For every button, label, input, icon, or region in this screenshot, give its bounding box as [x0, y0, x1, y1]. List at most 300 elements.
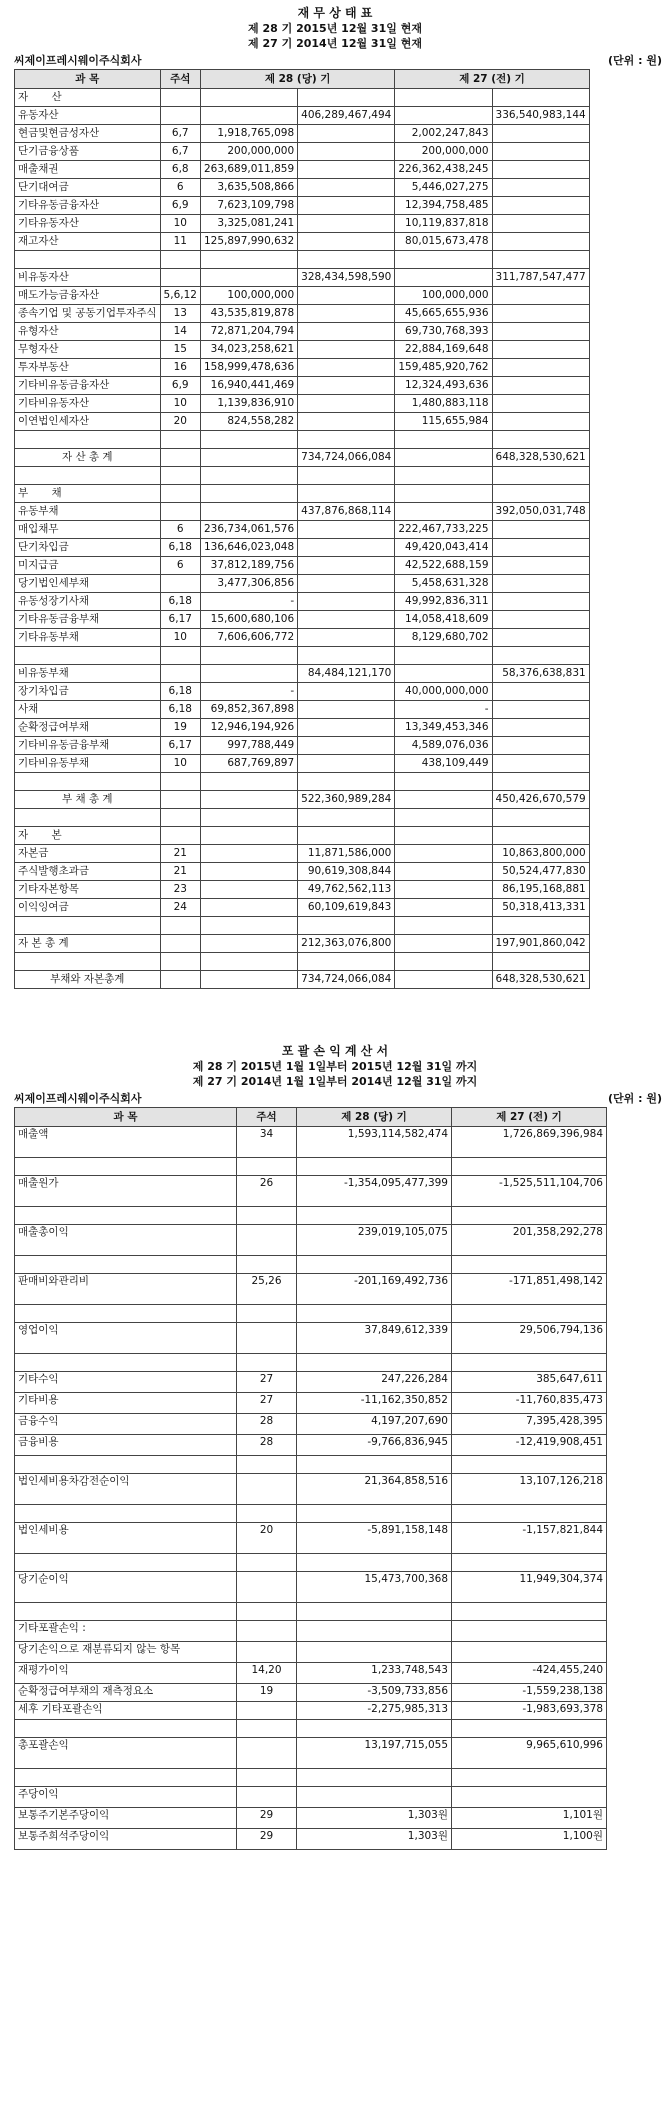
- is-header-row: [15, 1108, 607, 1127]
- current-total-amount: [298, 467, 395, 485]
- account-label: 단기금융상품: [15, 143, 161, 161]
- prior-amount: 1,726,869,396,984: [452, 1127, 607, 1158]
- table-row: [15, 683, 590, 701]
- current-total-amount: [298, 917, 395, 935]
- current-detail-amount: 100,000,000: [200, 287, 297, 305]
- table-row: [15, 701, 590, 719]
- prior-detail-amount: 14,058,418,609: [395, 611, 492, 629]
- current-detail-amount: 16,940,441,469: [200, 377, 297, 395]
- note-ref: [237, 1158, 297, 1176]
- note-ref: 21: [160, 845, 200, 863]
- current-detail-amount: [200, 485, 297, 503]
- bs-header-note: 주석: [160, 70, 200, 89]
- current-amount: [297, 1505, 452, 1523]
- current-amount: 247,226,284: [297, 1372, 452, 1393]
- note-ref: 6,18: [160, 701, 200, 719]
- table-row: [15, 467, 590, 485]
- table-row: [15, 1393, 607, 1414]
- account-label: [15, 809, 161, 827]
- current-detail-amount: [200, 881, 297, 899]
- table-row: [15, 1354, 607, 1372]
- table-row: [15, 719, 590, 737]
- account-label: 유형자산: [15, 323, 161, 341]
- prior-amount: [452, 1554, 607, 1572]
- current-detail-amount: [200, 899, 297, 917]
- prior-detail-amount: [395, 917, 492, 935]
- note-ref: 6,8: [160, 161, 200, 179]
- current-amount: [297, 1354, 452, 1372]
- prior-detail-amount: [395, 431, 492, 449]
- current-total-amount: 522,360,989,284: [298, 791, 395, 809]
- table-row: [15, 539, 590, 557]
- table-row: [15, 1738, 607, 1769]
- note-ref: 29: [237, 1829, 297, 1850]
- current-detail-amount: 69,852,367,898: [200, 701, 297, 719]
- current-total-amount: [298, 719, 395, 737]
- current-amount: [297, 1554, 452, 1572]
- note-ref: 24: [160, 899, 200, 917]
- prior-detail-amount: [395, 251, 492, 269]
- prior-detail-amount: 2,002,247,843: [395, 125, 492, 143]
- current-amount: [297, 1621, 452, 1642]
- prior-total-amount: [492, 827, 589, 845]
- account-label: 자 본 총 계: [15, 935, 161, 953]
- table-row: [15, 323, 590, 341]
- current-detail-amount: 125,897,990,632: [200, 233, 297, 251]
- note-ref: [237, 1738, 297, 1769]
- account-label: 매입채무: [15, 521, 161, 539]
- current-detail-amount: 997,788,449: [200, 737, 297, 755]
- table-row: [15, 1435, 607, 1456]
- account-label: 매출채권: [15, 161, 161, 179]
- note-ref: [160, 773, 200, 791]
- current-detail-amount: 37,812,189,756: [200, 557, 297, 575]
- prior-detail-amount: [395, 935, 492, 953]
- account-label: [15, 647, 161, 665]
- prior-detail-amount: [395, 665, 492, 683]
- prior-amount: -171,851,498,142: [452, 1274, 607, 1305]
- prior-total-amount: [492, 323, 589, 341]
- current-total-amount: 90,619,308,844: [298, 863, 395, 881]
- note-ref: [237, 1642, 297, 1663]
- current-total-amount: [298, 143, 395, 161]
- balance-sheet-table: [14, 69, 590, 989]
- note-ref: 6,17: [160, 611, 200, 629]
- prior-total-amount: [492, 485, 589, 503]
- prior-detail-amount: 100,000,000: [395, 287, 492, 305]
- account-label: 기타자본항목: [15, 881, 161, 899]
- prior-total-amount: [492, 557, 589, 575]
- current-total-amount: [298, 431, 395, 449]
- current-detail-amount: -: [200, 683, 297, 701]
- current-detail-amount: 824,558,282: [200, 413, 297, 431]
- current-total-amount: [298, 701, 395, 719]
- note-ref: [160, 503, 200, 521]
- prior-total-amount: [492, 251, 589, 269]
- current-total-amount: 60,109,619,843: [298, 899, 395, 917]
- account-label: [15, 1305, 237, 1323]
- account-label: [15, 1158, 237, 1176]
- prior-amount: 1,100원: [452, 1829, 607, 1850]
- prior-detail-amount: 12,394,758,485: [395, 197, 492, 215]
- current-total-amount: [298, 953, 395, 971]
- note-ref: [160, 575, 200, 593]
- table-row: [15, 1505, 607, 1523]
- current-detail-amount: [200, 791, 297, 809]
- prior-detail-amount: [395, 89, 492, 107]
- account-label: 이연법인세자산: [15, 413, 161, 431]
- table-row: [15, 431, 590, 449]
- table-row: [15, 809, 590, 827]
- prior-total-amount: [492, 359, 589, 377]
- table-row: [15, 665, 590, 683]
- account-label: 세후 기타포괄손익: [15, 1702, 237, 1720]
- prior-total-amount: [492, 287, 589, 305]
- prior-total-amount: [492, 917, 589, 935]
- note-ref: [160, 647, 200, 665]
- prior-amount: 29,506,794,136: [452, 1323, 607, 1354]
- prior-amount: [452, 1769, 607, 1787]
- note-ref: [237, 1225, 297, 1256]
- prior-detail-amount: 80,015,673,478: [395, 233, 492, 251]
- table-row: [15, 935, 590, 953]
- table-row: [15, 1323, 607, 1354]
- prior-detail-amount: [395, 647, 492, 665]
- note-ref: 14,20: [237, 1663, 297, 1684]
- account-label: 기타비유동자산: [15, 395, 161, 413]
- table-row: [15, 395, 590, 413]
- note-ref: 6,7: [160, 143, 200, 161]
- table-row: [15, 557, 590, 575]
- current-detail-amount: 1,918,765,098: [200, 125, 297, 143]
- account-label: 단기대여금: [15, 179, 161, 197]
- table-row: [15, 1176, 607, 1207]
- current-total-amount: [298, 125, 395, 143]
- is-header-account: 과 목: [15, 1108, 237, 1127]
- account-label: 금융비용: [15, 1435, 237, 1456]
- prior-amount: [452, 1787, 607, 1808]
- current-detail-amount: [200, 809, 297, 827]
- is-meta-row: [0, 1089, 670, 1107]
- table-row: [15, 593, 590, 611]
- note-ref: 25,26: [237, 1274, 297, 1305]
- table-row: [15, 611, 590, 629]
- prior-total-amount: [492, 161, 589, 179]
- current-total-amount: [298, 593, 395, 611]
- is-header-note: 주석: [237, 1108, 297, 1127]
- current-total-amount: 437,876,868,114: [298, 503, 395, 521]
- prior-amount: [452, 1505, 607, 1523]
- table-row: [15, 881, 590, 899]
- prior-total-amount: [492, 395, 589, 413]
- table-row: [15, 863, 590, 881]
- table-row: [15, 377, 590, 395]
- table-row: [15, 1808, 607, 1829]
- note-ref: [237, 1474, 297, 1505]
- current-detail-amount: [200, 251, 297, 269]
- prior-detail-amount: [395, 827, 492, 845]
- current-total-amount: [298, 485, 395, 503]
- current-total-amount: [298, 359, 395, 377]
- prior-total-amount: 10,863,800,000: [492, 845, 589, 863]
- note-ref: [160, 107, 200, 125]
- current-detail-amount: 687,769,897: [200, 755, 297, 773]
- account-label: [15, 773, 161, 791]
- note-ref: [237, 1505, 297, 1523]
- prior-total-amount: [492, 413, 589, 431]
- prior-amount: -11,760,835,473: [452, 1393, 607, 1414]
- current-detail-amount: [200, 107, 297, 125]
- table-row: [15, 179, 590, 197]
- account-label: 순확정급여부채: [15, 719, 161, 737]
- prior-total-amount: [492, 89, 589, 107]
- bs-body: [15, 89, 590, 989]
- note-ref: 6,18: [160, 593, 200, 611]
- current-total-amount: [298, 287, 395, 305]
- table-row: [15, 1523, 607, 1554]
- current-total-amount: [298, 755, 395, 773]
- current-total-amount: 734,724,066,084: [298, 449, 395, 467]
- prior-amount: -1,559,238,138: [452, 1684, 607, 1702]
- table-row: [15, 503, 590, 521]
- table-row: [15, 827, 590, 845]
- bs-header-account: 과 목: [15, 70, 161, 89]
- table-row: [15, 1207, 607, 1225]
- prior-detail-amount: [395, 809, 492, 827]
- prior-detail-amount: 4,589,076,036: [395, 737, 492, 755]
- table-row: [15, 233, 590, 251]
- table-row: [15, 1225, 607, 1256]
- prior-total-amount: [492, 377, 589, 395]
- table-row: [15, 287, 590, 305]
- account-label: 법인세비용: [15, 1523, 237, 1554]
- current-total-amount: [298, 305, 395, 323]
- prior-total-amount: [492, 809, 589, 827]
- prior-amount: [452, 1603, 607, 1621]
- current-total-amount: 84,484,121,170: [298, 665, 395, 683]
- current-total-amount: [298, 179, 395, 197]
- note-ref: [160, 467, 200, 485]
- current-detail-amount: 236,734,061,576: [200, 521, 297, 539]
- table-row: [15, 341, 590, 359]
- current-detail-amount: [200, 827, 297, 845]
- current-detail-amount: 34,023,258,621: [200, 341, 297, 359]
- note-ref: 5,6,12: [160, 287, 200, 305]
- current-amount: -201,169,492,736: [297, 1274, 452, 1305]
- current-detail-amount: [200, 953, 297, 971]
- prior-amount: -424,455,240: [452, 1663, 607, 1684]
- prior-amount: -1,983,693,378: [452, 1702, 607, 1720]
- prior-detail-amount: 49,992,836,311: [395, 593, 492, 611]
- current-total-amount: [298, 341, 395, 359]
- prior-total-amount: [492, 125, 589, 143]
- current-amount: [297, 1787, 452, 1808]
- note-ref: [160, 269, 200, 287]
- table-row: [15, 449, 590, 467]
- current-amount: 13,197,715,055: [297, 1738, 452, 1769]
- is-company-name: 씨제이프레시웨이주식회사: [14, 1092, 142, 1105]
- prior-total-amount: 311,787,547,477: [492, 269, 589, 287]
- note-ref: 6: [160, 179, 200, 197]
- table-row: [15, 1572, 607, 1603]
- note-ref: [237, 1702, 297, 1720]
- account-label: 기타유동부채: [15, 629, 161, 647]
- current-detail-amount: [200, 503, 297, 521]
- table-row: [15, 629, 590, 647]
- account-label: 자본금: [15, 845, 161, 863]
- account-label: 장기차입금: [15, 683, 161, 701]
- table-row: [15, 737, 590, 755]
- prior-amount: [452, 1621, 607, 1642]
- prior-amount: [452, 1158, 607, 1176]
- account-label: 기타수익: [15, 1372, 237, 1393]
- account-label: 미지급금: [15, 557, 161, 575]
- account-label: 자 본: [15, 827, 161, 845]
- note-ref: 27: [237, 1372, 297, 1393]
- bs-header-prior: 제 27 (전) 기: [395, 70, 589, 89]
- note-ref: 6,18: [160, 683, 200, 701]
- note-ref: 26: [237, 1176, 297, 1207]
- current-amount: [297, 1207, 452, 1225]
- prior-detail-amount: [395, 791, 492, 809]
- is-header-current: 제 28 (당) 기: [297, 1108, 452, 1127]
- note-ref: 6,9: [160, 377, 200, 395]
- note-ref: 15: [160, 341, 200, 359]
- current-detail-amount: [200, 971, 297, 989]
- table-row: [15, 305, 590, 323]
- prior-amount: [452, 1456, 607, 1474]
- account-label: 유동성장기사채: [15, 593, 161, 611]
- current-detail-amount: [200, 269, 297, 287]
- account-label: [15, 1505, 237, 1523]
- current-amount: [297, 1642, 452, 1663]
- account-label: 영업이익: [15, 1323, 237, 1354]
- account-label: 주당이익: [15, 1787, 237, 1808]
- note-ref: 6: [160, 521, 200, 539]
- table-row: [15, 413, 590, 431]
- current-total-amount: [298, 773, 395, 791]
- table-row: [15, 1305, 607, 1323]
- prior-detail-amount: 42,522,688,159: [395, 557, 492, 575]
- note-ref: [160, 431, 200, 449]
- prior-amount: [452, 1720, 607, 1738]
- prior-amount: 385,647,611: [452, 1372, 607, 1393]
- current-detail-amount: 158,999,478,636: [200, 359, 297, 377]
- current-amount: 1,233,748,543: [297, 1663, 452, 1684]
- current-total-amount: 11,871,586,000: [298, 845, 395, 863]
- prior-detail-amount: 200,000,000: [395, 143, 492, 161]
- current-total-amount: [298, 323, 395, 341]
- prior-total-amount: [492, 215, 589, 233]
- prior-total-amount: 58,376,638,831: [492, 665, 589, 683]
- current-detail-amount: -: [200, 593, 297, 611]
- current-total-amount: [298, 197, 395, 215]
- table-row: [15, 1684, 607, 1702]
- prior-total-amount: 336,540,983,144: [492, 107, 589, 125]
- is-body: [15, 1127, 607, 1850]
- note-ref: 6,17: [160, 737, 200, 755]
- current-total-amount: [298, 377, 395, 395]
- prior-detail-amount: 1,480,883,118: [395, 395, 492, 413]
- account-label: 기타유동자산: [15, 215, 161, 233]
- prior-amount: 9,965,610,996: [452, 1738, 607, 1769]
- table-row: [15, 107, 590, 125]
- note-ref: [237, 1354, 297, 1372]
- table-row: [15, 521, 590, 539]
- account-label: 기타비유동금융부채: [15, 737, 161, 755]
- account-label: 매출액: [15, 1127, 237, 1158]
- prior-total-amount: [492, 629, 589, 647]
- table-row: [15, 1642, 607, 1663]
- table-row: [15, 899, 590, 917]
- account-label: 주식발행초과금: [15, 863, 161, 881]
- table-row: [15, 845, 590, 863]
- account-label: [15, 251, 161, 269]
- table-row: [15, 755, 590, 773]
- account-label: 판매비와관리비: [15, 1274, 237, 1305]
- prior-detail-amount: 159,485,920,762: [395, 359, 492, 377]
- current-amount: [297, 1769, 452, 1787]
- current-amount: 21,364,858,516: [297, 1474, 452, 1505]
- prior-detail-amount: [395, 863, 492, 881]
- current-total-amount: [298, 521, 395, 539]
- table-row: [15, 359, 590, 377]
- note-ref: [237, 1572, 297, 1603]
- current-total-amount: [298, 575, 395, 593]
- balance-sheet-title: 재 무 상 태 표: [297, 6, 373, 20]
- account-label: 당기순이익: [15, 1572, 237, 1603]
- table-row: [15, 575, 590, 593]
- table-row: [15, 1787, 607, 1808]
- current-total-amount: [298, 683, 395, 701]
- note-ref: 19: [160, 719, 200, 737]
- table-row: [15, 1158, 607, 1176]
- prior-total-amount: [492, 179, 589, 197]
- account-label: 부채와 자본총계: [15, 971, 161, 989]
- note-ref: 10: [160, 215, 200, 233]
- current-detail-amount: [200, 845, 297, 863]
- table-row: [15, 269, 590, 287]
- prior-amount: 1,101원: [452, 1808, 607, 1829]
- account-label: 기타포괄손익 :: [15, 1621, 237, 1642]
- table-row: [15, 953, 590, 971]
- account-label: 매출총이익: [15, 1225, 237, 1256]
- note-ref: [160, 251, 200, 269]
- is-unit: (단위 : 원): [608, 1092, 662, 1105]
- current-total-amount: [298, 395, 395, 413]
- account-label: 부 채 총 계: [15, 791, 161, 809]
- note-ref: [160, 917, 200, 935]
- current-detail-amount: 15,600,680,106: [200, 611, 297, 629]
- current-total-amount: [298, 557, 395, 575]
- table-row: [15, 917, 590, 935]
- prior-amount: -12,419,908,451: [452, 1435, 607, 1456]
- prior-total-amount: [492, 467, 589, 485]
- note-ref: 6,9: [160, 197, 200, 215]
- prior-total-amount: [492, 701, 589, 719]
- note-ref: 20: [160, 413, 200, 431]
- note-ref: [160, 827, 200, 845]
- prior-detail-amount: 10,119,837,818: [395, 215, 492, 233]
- table-row: [15, 89, 590, 107]
- table-row: [15, 1474, 607, 1505]
- current-amount: -5,891,158,148: [297, 1523, 452, 1554]
- prior-total-amount: [492, 719, 589, 737]
- prior-total-amount: [492, 737, 589, 755]
- account-label: [15, 1720, 237, 1738]
- note-ref: 10: [160, 755, 200, 773]
- current-amount: 1,303원: [297, 1808, 452, 1829]
